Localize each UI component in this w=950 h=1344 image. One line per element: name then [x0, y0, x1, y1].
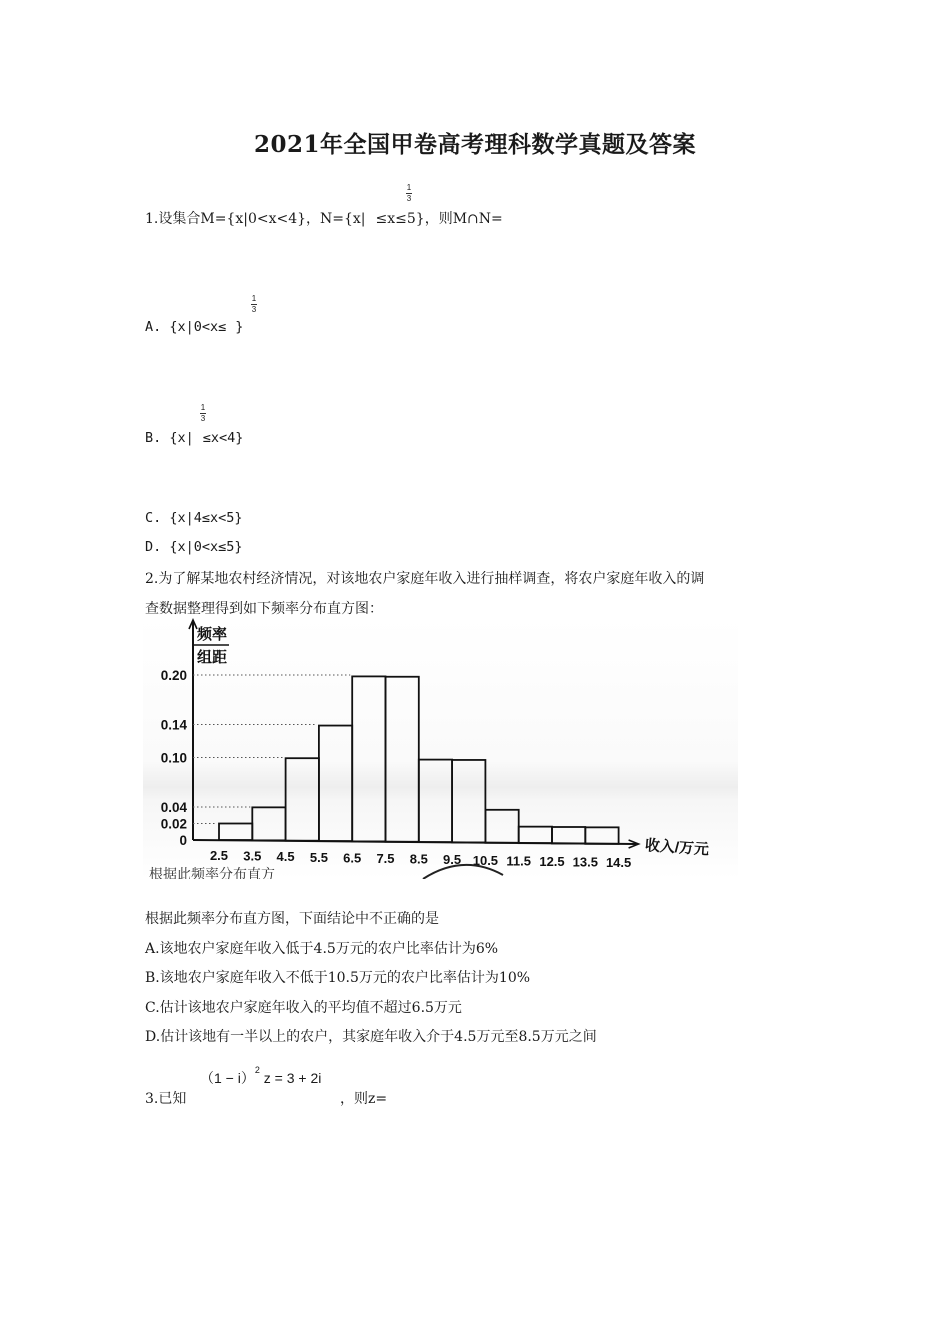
histogram-bar — [552, 827, 585, 844]
option-b-part-b: ≤x<4} — [202, 430, 244, 446]
q1-option-a — [145, 319, 243, 335]
fraction-denominator: 3 — [406, 194, 412, 203]
fraction-numerator: 1 — [406, 183, 412, 192]
page-title: 2021年全国甲卷高考理科数学真题及答案 — [253, 131, 696, 158]
x-tick-label: 7.5 — [376, 851, 395, 866]
q3-stem-b: ，则z= — [340, 1091, 388, 1107]
q2-stem-line1: 2.为了解某地农村经济情况，对该地农户家庭年收入进行抽样调查，将农户家庭年收入的调 — [145, 571, 705, 587]
q2-option-a: A.该地农户家庭年收入低于4.5万元的农户比率估计为6% — [145, 941, 499, 957]
x-tick-label: 9.5 — [443, 852, 462, 868]
q3-expr-exponent: 2 — [254, 1065, 260, 1076]
histogram-bar — [219, 824, 252, 841]
histogram-bar — [585, 827, 618, 844]
x-tick-label: 4.5 — [276, 849, 295, 865]
histogram-bar — [386, 677, 419, 842]
option-b-fraction — [200, 404, 206, 423]
histogram-chart — [143, 617, 738, 879]
q1-fraction — [406, 184, 412, 203]
y-tick-label: 0.14 — [160, 717, 187, 733]
histogram-bar — [419, 760, 452, 843]
histogram-bar — [452, 760, 485, 843]
histogram-bar — [319, 726, 352, 842]
y-tick-label: 0.20 — [160, 668, 187, 683]
q2-option-c: C.估计该地农户家庭年收入的平均值不超过6.5万元 — [145, 1000, 462, 1016]
q2-option-d: D.估计该地有一半以上的农户，其家庭年收入介于4.5万元至8.5万元之间 — [145, 1029, 597, 1045]
q2-option-b: B.该地农户家庭年收入不低于10.5万元的农户比率估计为10% — [145, 970, 531, 986]
q1-stem-part-b: ≤x≤5}，则M∩N= — [375, 211, 503, 227]
histogram-bar — [519, 827, 552, 844]
q1-stem — [145, 208, 503, 228]
y-tick-label: 0 — [179, 833, 187, 848]
x-axis-label: 收入/万元 — [644, 837, 710, 859]
q3-expr-left: （1 − i） — [200, 1070, 255, 1086]
q3-stem-a: 3.已知 — [145, 1091, 187, 1107]
histogram-bar — [286, 758, 319, 841]
x-tick-label: 2.5 — [209, 848, 229, 863]
option-b-part-a: B. {x| — [145, 430, 194, 446]
x-tick-label: 5.5 — [309, 849, 328, 865]
fraction-denominator: 3 — [200, 414, 206, 423]
y-label-top: 频率 — [197, 626, 228, 643]
x-tick-label: 12.5 — [539, 854, 565, 869]
option-a-part-b: } — [235, 319, 244, 335]
fraction-denominator: 3 — [251, 305, 257, 314]
q1-option-c: C. {x|4≤x<5} — [145, 510, 243, 526]
q2-prompt: 根据此频率分布直方图，下面结论中不正确的是 — [145, 911, 439, 927]
cutoff-text: 根据此频率分布直方 — [149, 866, 275, 879]
x-tick-label: 11.5 — [506, 853, 531, 869]
histogram-figure — [143, 617, 738, 879]
histogram-bar — [352, 676, 385, 841]
y-tick-label: 0.04 — [160, 800, 187, 815]
q2-stem-line2: 查数据整理得到如下频率分布直方图： — [145, 601, 383, 617]
x-tick-label: 14.5 — [605, 855, 632, 871]
option-a-part-a: A. {x|0<x≤ — [145, 319, 227, 335]
histogram-bar — [485, 810, 518, 843]
fraction-numerator: 1 — [200, 403, 206, 412]
histogram-bar — [252, 807, 285, 840]
x-tick-label: 13.5 — [572, 854, 598, 870]
fraction-numerator: 1 — [251, 294, 257, 303]
q3-expression — [200, 1065, 322, 1088]
option-a-fraction — [251, 295, 257, 314]
q3-expr-right: z = 3 + 2i — [263, 1070, 322, 1086]
q1-option-d: D. {x|0<x≤5} — [145, 539, 243, 555]
x-tick-label: 10.5 — [472, 852, 499, 868]
x-tick-label: 8.5 — [409, 851, 428, 867]
q1-stem-part-a: 1.设集合M={x|0<x<4}，N={x| — [145, 211, 366, 227]
y-tick-label: 0.10 — [160, 750, 187, 766]
y-tick-label: 0.02 — [160, 816, 187, 832]
x-tick-label: 3.5 — [243, 848, 262, 864]
q1-option-b — [145, 430, 243, 446]
y-label-bottom: 组距 — [197, 649, 228, 666]
x-tick-label: 6.5 — [343, 850, 362, 866]
